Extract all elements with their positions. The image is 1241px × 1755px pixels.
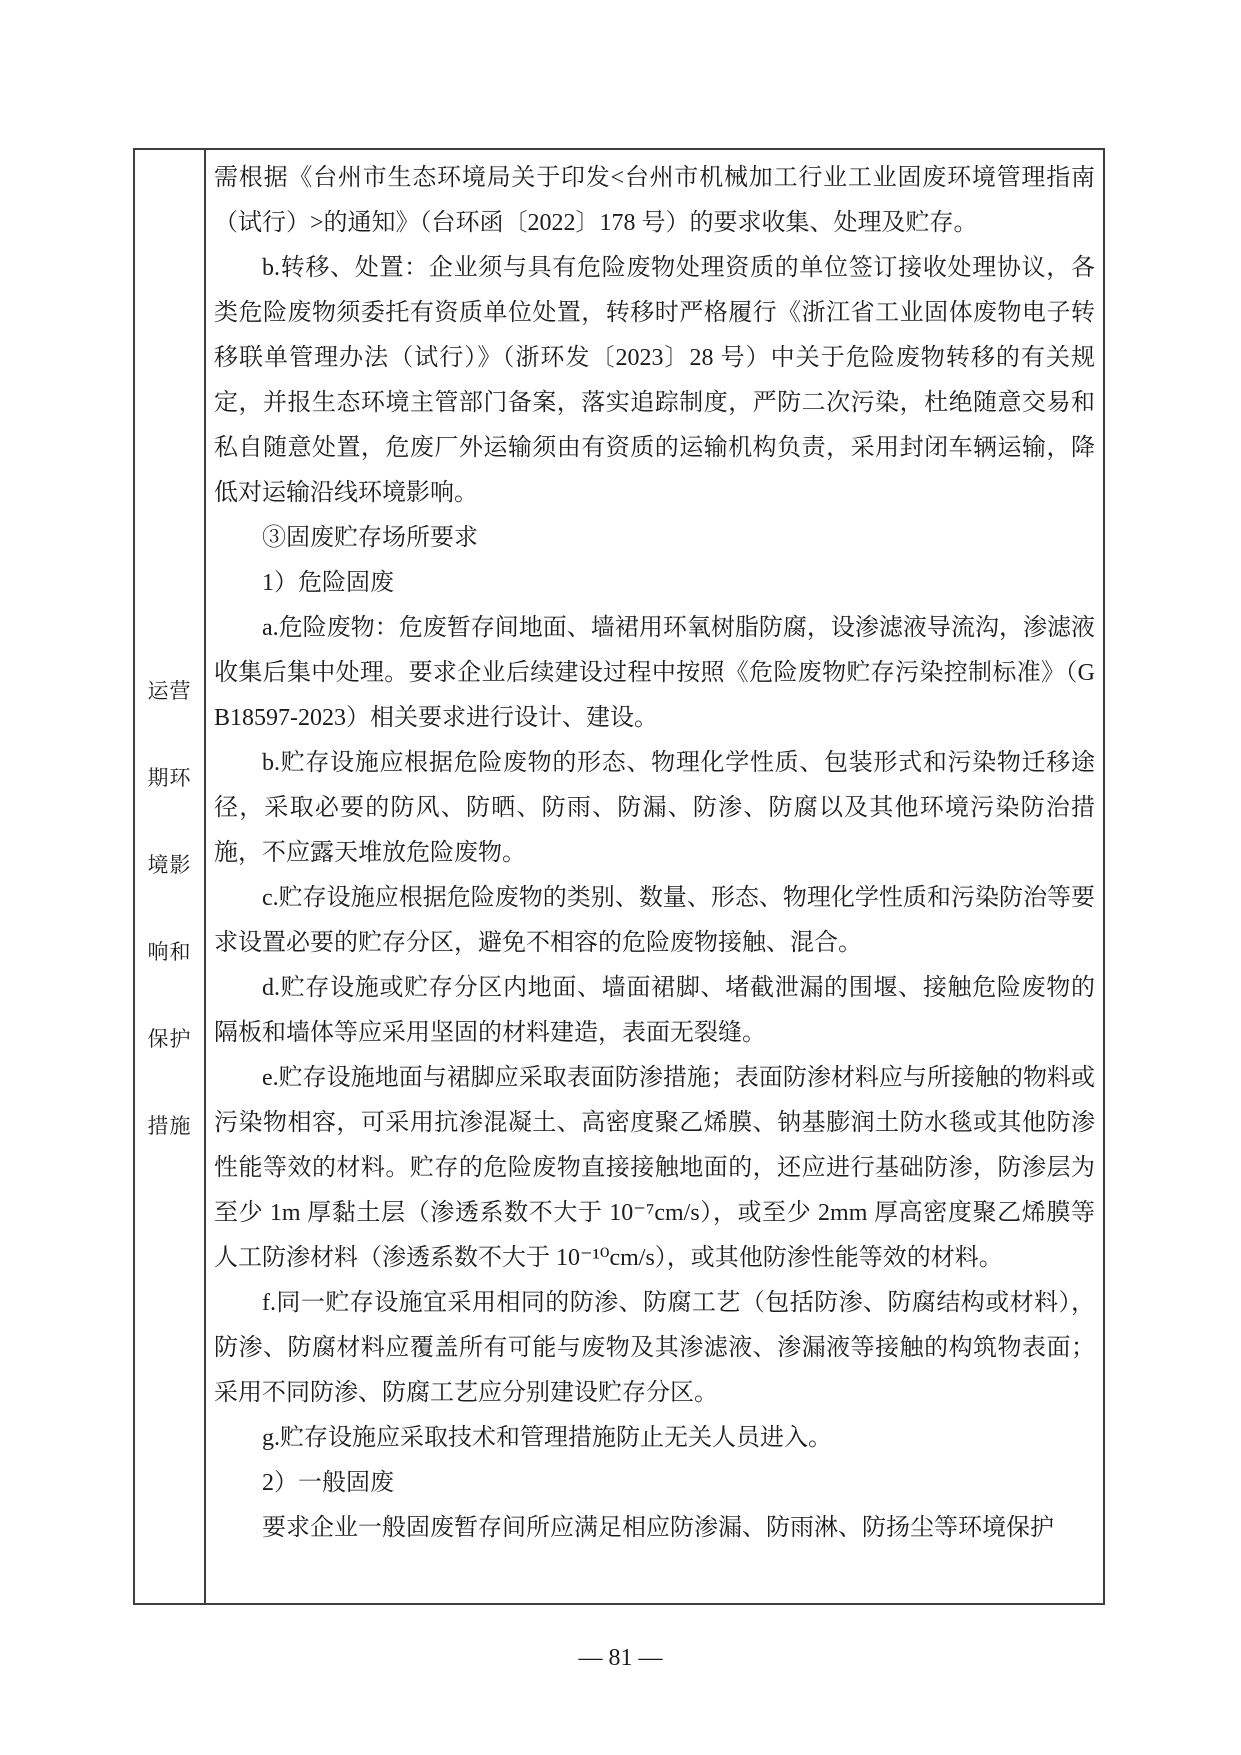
content-cell bbox=[206, 150, 1103, 1603]
paragraph-storage-facility-b: b.贮存设施应根据危险废物的形态、物理化学性质、包装形式和污染物迁移途径，采取必要的防风、防晒、防雨、防漏、防渗、防腐以及其他环境污染防治措施，不应露天堆放危险废物。 bbox=[214, 750, 1095, 866]
row-header-label bbox=[145, 619, 195, 1199]
paragraph-hazardous-waste-a: a.危险废物：危废暂存间地面、墙裙用环氧树脂防腐，设渗滤液导流沟，渗滤液收集后集中处理。要求企业后续建设过程中按照《危险废物贮存污染控制标准》（GB18597-2023）相关要求进行设计、建设。 bbox=[214, 615, 1095, 731]
paragraph-general-waste-requirement: 要求企业一般固废暂存间所应满足相应防渗漏、防雨淋、防扬尘等环境保护 bbox=[262, 1515, 1054, 1541]
row-header-label-line: 响和 bbox=[147, 939, 192, 964]
paragraph-storage-facility-f: f.同一贮存设施宜采用相同的防渗、防腐工艺（包括防渗、防腐结构或材料），防渗、防腐材料应覆盖所有可能与废物及其渗滤液、渗漏液等接触的构筑物表面；采用不同防渗、防腐工艺应分别建设贮存分区。 bbox=[214, 1290, 1095, 1406]
paragraph-general-waste-heading: 2）一般固废 bbox=[262, 1470, 394, 1496]
paragraph-storage-facility-g: g.贮存设施应采取技术和管理措施防止无关人员进入。 bbox=[262, 1425, 832, 1451]
paragraph-storage-facility-c: c.贮存设施应根据危险废物的类别、数量、形态、物理化学性质和污染防治等要求设置必要的贮存分区，避免不相容的危险废物接触、混合。 bbox=[214, 885, 1095, 956]
row-header-label-line: 境影 bbox=[147, 852, 192, 877]
row-header-label-line: 措施 bbox=[147, 1113, 192, 1138]
paragraph-hazardous-waste-heading: 1）危险固废 bbox=[262, 570, 394, 596]
paragraph-transfer-disposal: b.转移、处置：企业须与具有危险废物处理资质的单位签订接收处理协议，各类危险废物须委托有资质单位处置，转移时严格履行《浙江省工业固体废物电子转移联单管理办法（试行）》（浙环发〔2023〕28 号）中关于危险废物转移的有关规定，并报生态环境主管部门备案，落实追踪制度，严防二次污染，杜绝随意交易和私自随意处置，危废厂外运输须由有资质的运输机构负责，采用封闭车辆运输，降低对运输沿线环境影响。 bbox=[214, 255, 1095, 506]
paragraph-storage-site-heading: ③固废贮存场所要求 bbox=[262, 525, 478, 551]
page-footer bbox=[0, 1643, 1241, 1673]
report-table bbox=[133, 148, 1105, 1605]
row-header-label-line: 保护 bbox=[147, 1026, 192, 1051]
paragraph-storage-facility-d: d.贮存设施或贮存分区内地面、墙面裙脚、堵截泄漏的围堰、接触危险废物的隔板和墙体等应采用坚固的材料建造，表面无裂缝。 bbox=[214, 975, 1095, 1046]
paragraph-storage-facility-e: e.贮存设施地面与裙脚应采取表面防渗措施；表面防渗材料应与所接触的物料或污染物相容，可采用抗渗混凝土、高密度聚乙烯膜、钠基膨润土防水毯或其他防渗性能等效的材料。贮存的危险废物直接接触地面的，还应进行基础防渗，防渗层为至少 1m 厚黏土层（渗透系数不大于 10⁻⁷cm/s），或至少 2mm 厚高密度聚乙烯膜等人工防渗材料（渗透系数不大于 10⁻¹⁰cm/s），或其他防渗性能等效的材料。 bbox=[214, 1065, 1095, 1271]
row-header-label-line: 运营 bbox=[147, 678, 192, 703]
page-number: — 81 — bbox=[578, 1645, 663, 1671]
row-header-cell bbox=[135, 150, 206, 1603]
paragraph-collection-requirement: 需根据《台州市生态环境局关于印发<台州市机械加工行业工业固废环境管理指南（试行）>的通知》（台环函〔2022〕178 号）的要求收集、处理及贮存。 bbox=[214, 165, 1095, 236]
row-header-label-line: 期环 bbox=[147, 765, 192, 790]
